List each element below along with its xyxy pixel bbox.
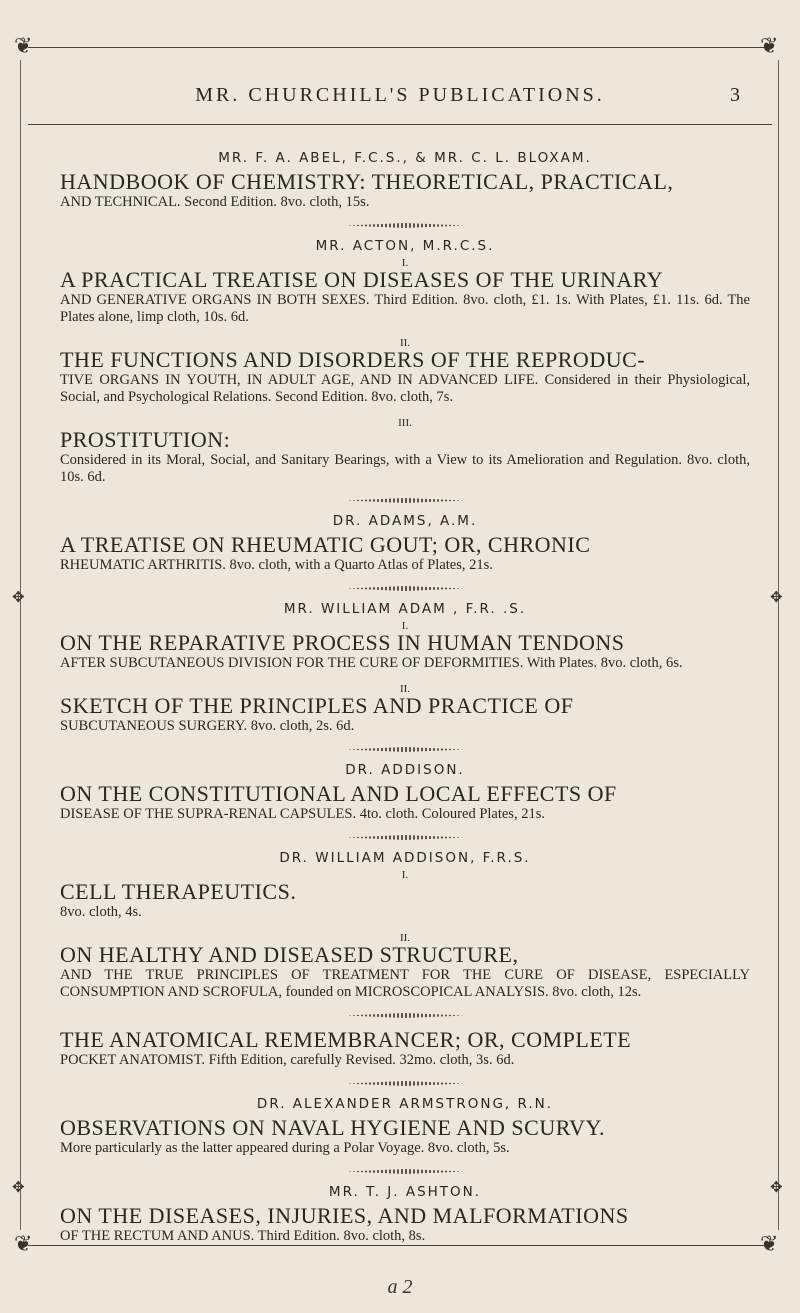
book-entry — [60, 943, 750, 1001]
signature-mark: a 2 — [387, 1276, 413, 1298]
side-ornament-icon: ✥ — [770, 588, 783, 606]
right-border-line — [778, 60, 779, 1230]
section-divider — [345, 223, 465, 228]
book-detail: DISEASE OF THE SUPRA-RENAL CAPSULES. 4to. cloth. Coloured Plates, 21s. — [60, 806, 545, 822]
book-detail: 8vo. cloth, 4s. — [60, 904, 142, 920]
section-divider — [345, 1169, 465, 1174]
book-detail: AND GENERATIVE ORGANS IN BOTH SEXES. Third Edition. 8vo. cloth, £1. 1s. With Plates, £1. 11s. 6d. The Plates alone, limp cloth, 10s. 6d. — [60, 292, 750, 325]
corner-ornament-icon: ❦ — [760, 34, 779, 59]
book-entry — [60, 1028, 750, 1069]
book-detail: AND THE TRUE PRINCIPLES OF TREATMENT FOR THE CURE OF DISEASE, ESPECIALLY CONSUMPTION AND SCROFULA, founded on MICROSCOPICAL ANALYSIS. 8vo. cloth, 12s. — [60, 967, 750, 1000]
book-entry — [60, 170, 750, 211]
book-title: A TREATISE ON RHEUMATIC GOUT; OR, CHRONIC — [60, 532, 591, 557]
publication-list — [60, 150, 750, 1257]
running-head: MR. CHURCHILL'S PUBLICATIONS. — [195, 84, 605, 106]
book-detail: SUBCUTANEOUS SURGERY. 8vo. cloth, 2s. 6d. — [60, 718, 355, 734]
book-title: ON THE DISEASES, INJURIES, AND MALFORMATIONS — [60, 1203, 629, 1228]
book-detail: More particularly as the latter appeared during a Polar Voyage. 8vo. cloth, 5s. — [60, 1140, 510, 1156]
entry-numeral: I. — [401, 257, 409, 269]
book-entry — [60, 348, 750, 406]
header-divider-line — [28, 124, 772, 125]
corner-ornament-icon: ❦ — [760, 1232, 779, 1257]
book-entry — [60, 631, 750, 672]
book-entry — [60, 533, 750, 574]
entry-numeral: II. — [399, 683, 411, 695]
entry-numeral: III. — [398, 417, 412, 429]
side-ornament-icon: ✥ — [770, 1178, 783, 1196]
book-title: THE FUNCTIONS AND DISORDERS OF THE REPRODUC- — [60, 347, 646, 372]
author-heading: DR. ADAMS, A.M. — [332, 513, 478, 529]
book-title: PROSTITUTION: — [60, 427, 231, 452]
entry-numeral: I. — [401, 869, 409, 881]
book-title: CELL THERAPEUTICS. — [60, 879, 297, 904]
book-entry — [60, 1204, 750, 1245]
book-title: A PRACTICAL TREATISE ON DISEASES OF THE URINARY — [60, 267, 664, 292]
entry-numeral: I. — [401, 620, 409, 632]
book-entry — [60, 880, 750, 921]
top-border-line — [28, 47, 772, 48]
author-heading: MR. F. A. ABEL, F.C.S., & MR. C. L. BLOXAM. — [218, 150, 592, 166]
book-title: OBSERVATIONS ON NAVAL HYGIENE AND SCURVY. — [60, 1115, 606, 1140]
author-heading: DR. ADDISON. — [345, 762, 465, 778]
section-divider — [345, 1081, 465, 1086]
section-divider — [345, 747, 465, 752]
book-title: THE ANATOMICAL REMEMBRANCER; OR, COMPLETE — [60, 1027, 632, 1052]
book-title: ON THE REPARATIVE PROCESS IN HUMAN TENDONS — [60, 630, 625, 655]
side-ornament-icon: ✥ — [12, 1178, 25, 1196]
book-detail: TIVE ORGANS IN YOUTH, IN ADULT AGE, AND IN ADVANCED LIFE. Considered in their Physiological, Social, and Psychological Relations. Second Edition. 8vo. cloth, 7s. — [60, 372, 750, 405]
corner-ornament-icon: ❦ — [14, 1232, 33, 1257]
section-divider — [345, 498, 465, 503]
book-detail: RHEUMATIC ARTHRITIS. 8vo. cloth, with a Quarto Atlas of Plates, 21s. — [60, 557, 493, 573]
section-divider — [345, 586, 465, 591]
author-heading: MR. ACTON, M.R.C.S. — [315, 238, 495, 254]
book-entry — [60, 268, 750, 326]
corner-ornament-icon: ❦ — [14, 34, 33, 59]
side-ornament-icon: ✥ — [12, 588, 25, 606]
entry-numeral: II. — [399, 932, 411, 944]
entry-numeral: II. — [399, 337, 411, 349]
page-number: 3 — [730, 84, 740, 106]
book-title: ON THE CONSTITUTIONAL AND LOCAL EFFECTS OF — [60, 781, 617, 806]
book-entry — [60, 428, 750, 486]
book-title: HANDBOOK OF CHEMISTRY: THEORETICAL, PRACTICAL, — [60, 169, 674, 194]
book-detail: Considered in its Moral, Social, and Sanitary Bearings, with a View to its Amelioration and Regulation. 8vo. cloth, 10s. 6d. — [60, 452, 750, 485]
section-divider — [345, 1013, 465, 1018]
book-title: ON HEALTHY AND DISEASED STRUCTURE, — [60, 942, 519, 967]
book-detail: AFTER SUBCUTANEOUS DIVISION FOR THE CURE OF DEFORMITIES. With Plates. 8vo. cloth, 6s. — [60, 655, 683, 671]
section-divider — [345, 835, 465, 840]
book-detail: POCKET ANATOMIST. Fifth Edition, carefully Revised. 32mo. cloth, 3s. 6d. — [60, 1052, 515, 1068]
book-title: SKETCH OF THE PRINCIPLES AND PRACTICE OF — [60, 693, 574, 718]
book-detail: OF THE RECTUM AND ANUS. Third Edition. 8vo. cloth, 8s. — [60, 1228, 426, 1244]
author-heading: MR. T. J. ASHTON. — [328, 1184, 482, 1200]
book-detail: AND TECHNICAL. Second Edition. 8vo. cloth, 15s. — [60, 194, 370, 210]
author-heading: DR. ALEXANDER ARMSTRONG, R.N. — [256, 1096, 554, 1112]
book-entry — [60, 694, 750, 735]
author-heading: DR. WILLIAM ADDISON, F.R.S. — [279, 850, 531, 866]
author-heading: MR. WILLIAM ADAM , F.R. .S. — [283, 601, 527, 617]
left-border-line — [20, 60, 21, 1230]
book-entry — [60, 782, 750, 823]
book-entry — [60, 1116, 750, 1157]
